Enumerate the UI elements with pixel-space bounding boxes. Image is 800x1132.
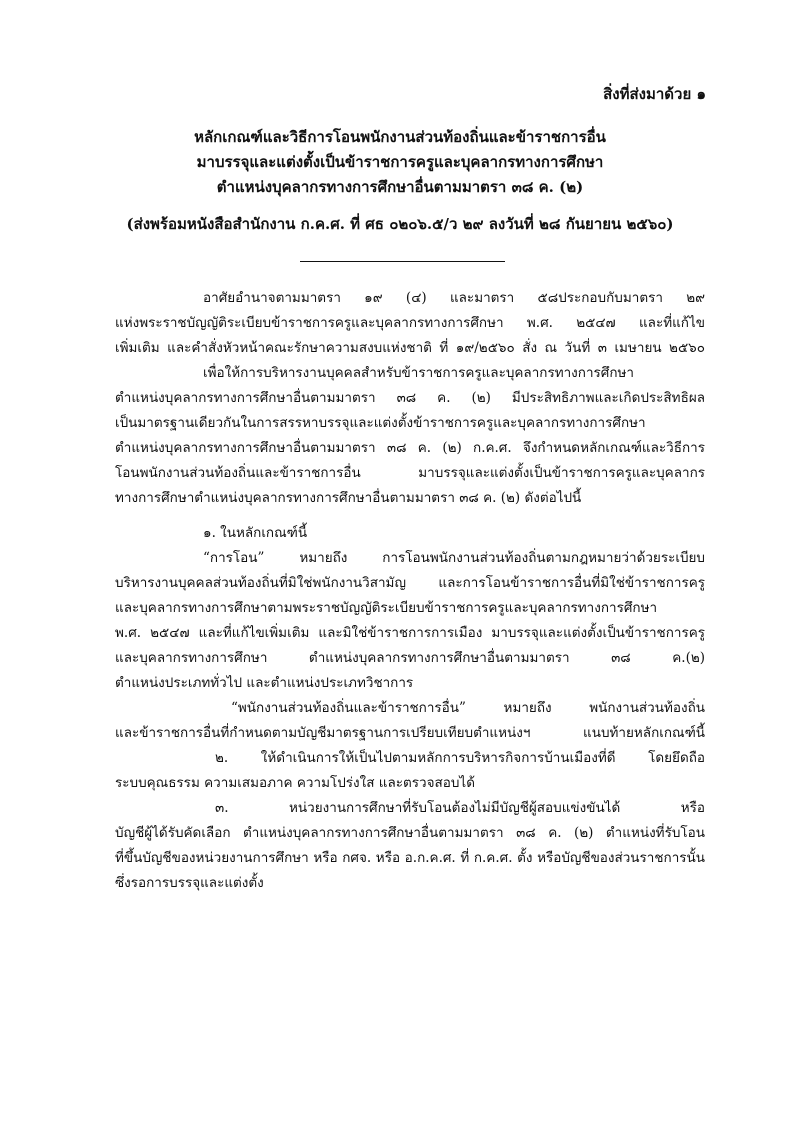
clause-1-def-line: และบุคลากรทางการศึกษา ตำแหน่งบุคลากรทางการศึกษาอื่นตามมาตรา ๓๘ ค.(๒) [115,650,705,666]
document-title [100,125,700,237]
clause-3-line: ๓. หน่วยงานการศึกษาที่รับโอนต้องไม่มีบัญชีผู้สอบแข่งขันได้ หรือ [215,800,705,816]
clause-1-def-line: “พนักงานส่วนท้องถิ่นและข้าราชการอื่น” หมายถึง พนักงานส่วนท้องถิ่น [231,700,705,716]
clause-1-def-line: และข้าราชการอื่นที่กำหนดตามบัญชีมาตรฐานการเปรียบเทียบตำแหน่งฯ แนบท้ายหลักเกณฑ์นี้ [115,725,705,741]
title-line-2: มาบรรจุและแต่งตั้งเป็นข้าราชการครูและบุคลากรทางการศึกษา [196,153,604,171]
intro-line: เพิ่มเติม และคำสั่งหัวหน้าคณะรักษาความสงบแห่งชาติ ที่ ๑๙/๒๕๖๐ สั่ง ณ วันที่ ๓ เมษายน ๒๕๖๐ [115,340,705,356]
clause-3-line: ที่ขึ้นบัญชีของหน่วยงานการศึกษา หรือ กศจ. หรือ อ.ก.ค.ศ. ที่ ก.ค.ศ. ตั้ง หรือบัญชีของส่วนราชการนั้น [115,850,705,866]
intro-line: โอนพนักงานส่วนท้องถิ่นและข้าราชการอื่น มาบรรจุและแต่งตั้งเป็นข้าราชการครูและบุคลากร [115,465,705,481]
clause-1-heading: ๑. ในหลักเกณฑ์นี้ [203,525,308,541]
intro-line: แห่งพระราชบัญญัติระเบียบข้าราชการครูและบุคลากรทางการศึกษา พ.ศ. ๒๕๔๗ และที่แก้ไข [115,315,705,331]
clause-1-def-line: “การโอน” หมายถึง การโอนพนักงานส่วนท้องถิ่นตามกฎหมายว่าด้วยระเบียบ [203,550,705,566]
clause-2-line: ๒. ให้ดำเนินการให้เป็นไปตามหลักการบริหารกิจการบ้านเมืองที่ดี โดยยึดถือ [215,750,705,766]
title-line-3: ตำแหน่งบุคลากรทางการศึกษาอื่นตามมาตรา ๓๘ ค. (๒) [216,178,584,196]
clause-3-line: บัญชีผู้ได้รับคัดเลือก ตำแหน่งบุคลากรทางการศึกษาอื่นตามมาตรา ๓๘ ค. (๒) ตำแหน่งที่รับโอน [115,825,705,841]
title-divider [300,261,505,262]
title-line-1: หลักเกณฑ์และวิธีการโอนพนักงานส่วนท้องถิ่นและข้าราชการอื่น [194,128,606,146]
clause-1-def-line: ตำแหน่งประเภททั่วไป และตำแหน่งประเภทวิชาการ [115,675,414,691]
clause-1-def-line: พ.ศ. ๒๕๔๗ และที่แก้ไขเพิ่มเติม และมิใช่ข้าราชการการเมือง มาบรรจุและแต่งตั้งเป็นข้าราชการครู [115,625,705,641]
attachment-label: สิ่งที่ส่งมาด้วย ๑ [603,85,706,103]
document-subtitle: (ส่งพร้อมหนังสือสำนักงาน ก.ค.ศ. ที่ ศธ ๐๒๐๖.๕/ว ๒๙ ลงวันที่ ๒๘ กันยายน ๒๕๖๐) [126,215,674,233]
clause-3-line: ซึ่งรอการบรรจุและแต่งตั้ง [115,875,264,891]
clause-1-def-line: และบุคลากรทางการศึกษาตามพระราชบัญญัติระเบียบข้าราชการครูและบุคลากรทางการศึกษา [115,600,658,616]
intro-line: ตำแหน่งบุคลากรทางการศึกษาอื่นตามมาตรา ๓๘ ค. (๒) ก.ค.ศ. จึงกำหนดหลักเกณฑ์และวิธีการ [115,440,705,456]
clause-1-def-line: บริหารงานบุคคลส่วนท้องถิ่นที่มิใช่พนักงานวิสามัญ และการโอนข้าราชการอื่นที่มิใช่ข้าราชการครู [115,575,705,591]
intro-line: ทางการศึกษาตำแหน่งบุคลากรทางการศึกษาอื่นตามมาตรา ๓๘ ค. (๒) ดังต่อไปนี้ [115,490,582,506]
document-body [115,286,705,896]
clause-2-line: ระบบคุณธรรม ความเสมอภาค ความโปร่งใส และตรวจสอบได้ [115,775,475,791]
intro-line: อาศัยอำนาจตามมาตรา ๑๙ (๔) และมาตรา ๕๘ประกอบกับมาตรา ๒๙ [203,290,705,306]
intro-line: ตำแหน่งบุคลากรทางการศึกษาอื่นตามมาตรา ๓๘ ค. (๒) มีประสิทธิภาพและเกิดประสิทธิผล [115,390,705,406]
intro-line: เพื่อให้การบริหารงานบุคคลสำหรับข้าราชการครูและบุคลากรทางการศึกษา [203,365,635,381]
intro-line: เป็นมาตรฐานเดียวกันในการสรรหาบรรจุและแต่งตั้งข้าราชการครูและบุคลากรทางการศึกษา [115,415,646,431]
